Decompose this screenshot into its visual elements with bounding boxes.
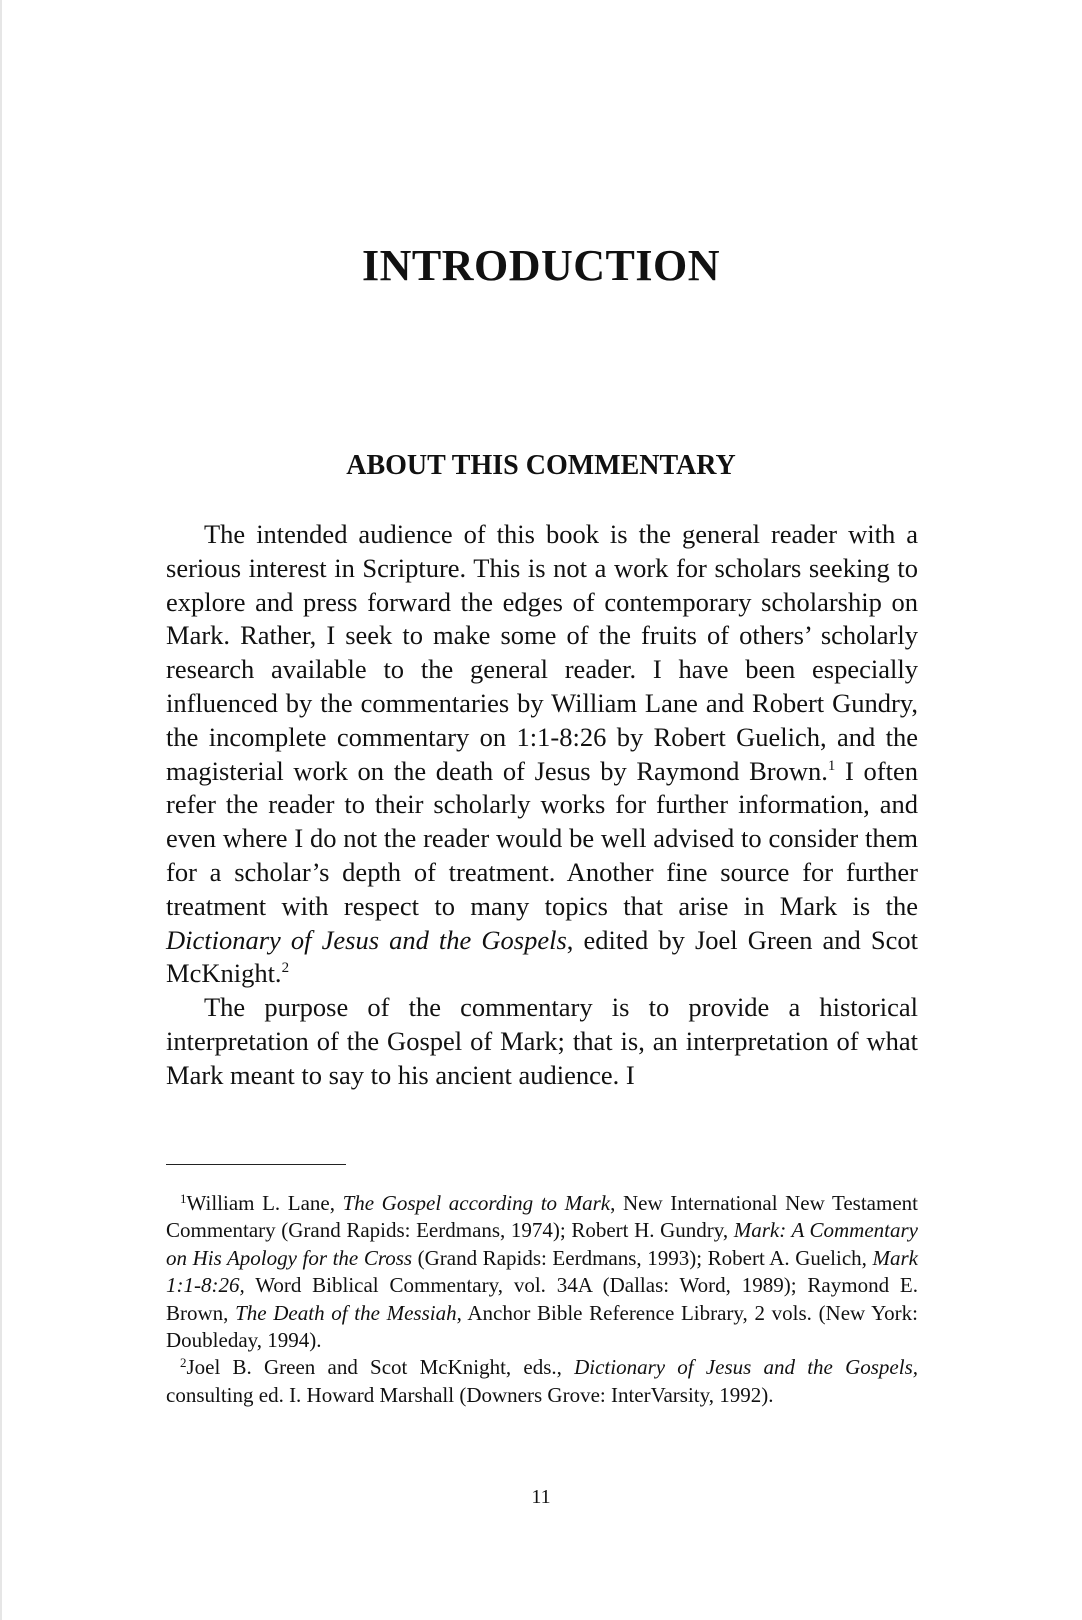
footnote-divider [166, 1164, 346, 1165]
footnote-1-mark: 1 [180, 1191, 187, 1206]
footnote-1-text-4: Word Biblical Commentary, vol. 34A (Dallas: Word, 1989); Raymond E. Brown, [166, 1273, 918, 1325]
footnote-ref-1: 1 [827, 757, 836, 774]
footnote-2-text: Joel B. Green and Scot McKnight, eds., [186, 1355, 575, 1380]
paragraph-1-text: The intended audience of this book is the general reader with a serious interest in Scripture. This is not a work for scholars seeking to explore and press forward the edges of contemporary scholarship on Mark. Rather, I seek to make some of the fruits of others’ scholarly research available to the general reader. I have been especially influenced by the commentaries by William Lane and Robert Gundry, the incomplete commentary on 1:1-8:26 by Robert Guelich, and the magisterial work on the death of Jesus by Raymond Brown. [166, 519, 918, 786]
footnote-1-title-1: The Gospel according to Mark [342, 1191, 611, 1215]
footnote-1-text-3: (Grand Rapids: Eerdmans, 1993); Robert A. Guelich, [412, 1245, 873, 1270]
footnote-1-title-4: The Death of the Messiah [235, 1300, 457, 1325]
footnote-ref-2: 2 [281, 960, 290, 977]
paragraph-1-text-end: , edited by Joel Green and Scot McKnight. [166, 924, 919, 989]
paragraph-1-text-cont: I often refer the reader to their scholarly works for further information, and even where I do not the reader would be well advised to consider them for a scholar’s depth of treatment. Another fine source for further treatment with respect to many topics that arise in Mark is the [166, 755, 918, 921]
footnote-2-mark: 2 [180, 1355, 187, 1371]
book-title-italic: Dictionary of Jesus and the Gospels [166, 924, 567, 955]
footnote-2-text-2: consulting ed. I. Howard Marshall (Downers Grove: InterVarsity, 1992). [166, 1382, 774, 1407]
footnote-2-title: Dictionary of Jesus and the Gospels, [574, 1355, 918, 1380]
body-text [166, 518, 918, 1093]
page-title: INTRODUCTION [361, 241, 721, 290]
footnote-1-text-5: , Anchor Bible Reference Library, 2 vols. (New York: Doubleday, 1994). [166, 1300, 918, 1353]
paragraph-1 [166, 518, 918, 991]
section-heading: ABOUT THIS COMMENTARY [346, 450, 736, 481]
paragraph-2: The purpose of the commentary is to provide a historical interpretation of the Gospel of Mark; that is, an interpretation of what Mark meant to say to his ancient audience. I [166, 992, 918, 1090]
footnote-1-text-2: , New International New Testament Commentary (Grand Rapids: Eerdmans, 1974); Robert H. Gundry, [166, 1191, 918, 1243]
footnote-2 [166, 1354, 918, 1409]
footnote-1-title-3: Mark 1:1-8:26, [166, 1245, 918, 1298]
page-number: 11 [531, 1486, 551, 1508]
footnote-1-text: William L. Lane, [186, 1191, 343, 1215]
footnote-1-title-2: Mark: A Commentary on His Apology for the Cross [166, 1218, 918, 1270]
footnote-1 [166, 1190, 918, 1354]
footnotes [166, 1190, 918, 1409]
